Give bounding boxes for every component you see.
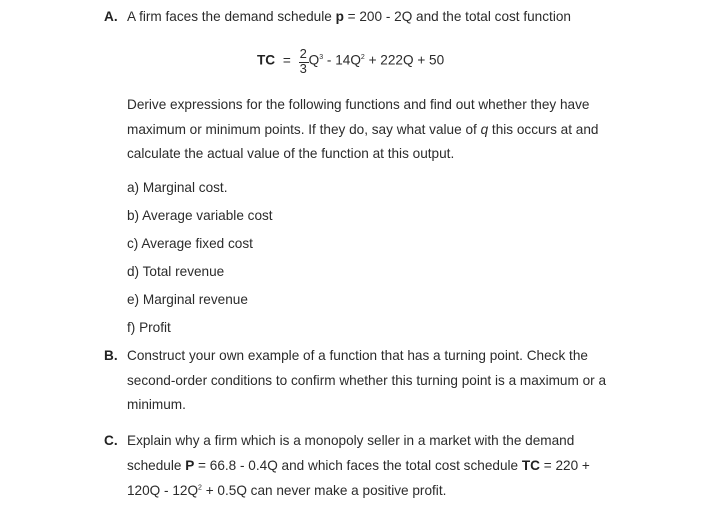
equation-term2: - 14Q <box>323 52 361 68</box>
list-item: b) Average variable cost <box>127 208 273 223</box>
equation-term2-exponent: 2 <box>360 54 365 62</box>
section-b-line1: Construct your own example of a function that has a turning point. Check the <box>127 348 588 363</box>
section-a-paragraph-line1: Derive expressions for the following functions and find out whether they have <box>127 97 590 112</box>
section-a-p-symbol: p <box>335 9 344 24</box>
section-c-TC-symbol: TC <box>521 458 540 473</box>
list-item: e) Marginal revenue <box>127 292 248 307</box>
equation-lhs: TC <box>257 52 276 68</box>
section-b-line3: minimum. <box>127 397 186 412</box>
para-line2-pre: maximum or minimum points. If they do, say what value of <box>127 122 481 137</box>
fraction-numerator: 2 <box>299 46 307 61</box>
list-item: d) Total revenue <box>127 264 225 279</box>
section-a-line1-pre: A firm faces the demand schedule <box>127 9 336 24</box>
fraction-denominator: 3 <box>299 61 307 76</box>
list-item: c) Average fixed cost <box>127 236 253 251</box>
equation-equals: = <box>282 52 291 68</box>
section-c-P-symbol: P <box>185 458 195 473</box>
section-c-line2-post: = 220 + <box>539 458 590 473</box>
equation-term1: Q <box>308 52 320 68</box>
section-c-line3-exponent: 2 <box>198 484 202 492</box>
section-c-line3-b: + 0.5Q can never make a positive profit. <box>201 483 447 498</box>
section-a-line1-post: = 200 - 2Q and the total cost function <box>343 9 571 24</box>
section-c-line2-pre: schedule <box>127 458 186 473</box>
list-item: f) Profit <box>127 320 171 335</box>
total-cost-equation <box>257 46 444 76</box>
section-c-letter: C. <box>104 433 118 448</box>
equation-term3: + 222Q + 50 <box>364 52 445 68</box>
section-c-line3 <box>127 483 446 498</box>
section-b-line2: second-order conditions to confirm whether this turning point is a maximum or a <box>127 373 607 388</box>
section-a-paragraph-line3: calculate the actual value of the function at this output. <box>127 146 455 161</box>
section-c-line1: Explain why a firm which is a monopoly seller in a market with the demand <box>127 433 575 448</box>
section-c-line2-mid: = 66.8 - 0.4Q and which faces the total cost schedule <box>194 458 522 473</box>
section-a-paragraph-line2 <box>127 122 598 137</box>
section-a-letter: A. <box>104 9 118 24</box>
section-a-line1 <box>127 9 571 24</box>
section-b-letter: B. <box>104 348 118 363</box>
section-c-line2 <box>127 458 590 473</box>
para-line2-post: this occurs at and <box>488 122 599 137</box>
section-c-line3-a: 120Q - 12Q <box>127 483 199 498</box>
para-q-variable: q <box>480 122 489 137</box>
equation-fraction <box>299 46 309 76</box>
equation-term1-exponent: 3 <box>319 54 324 62</box>
list-item: a) Marginal cost. <box>127 180 228 195</box>
